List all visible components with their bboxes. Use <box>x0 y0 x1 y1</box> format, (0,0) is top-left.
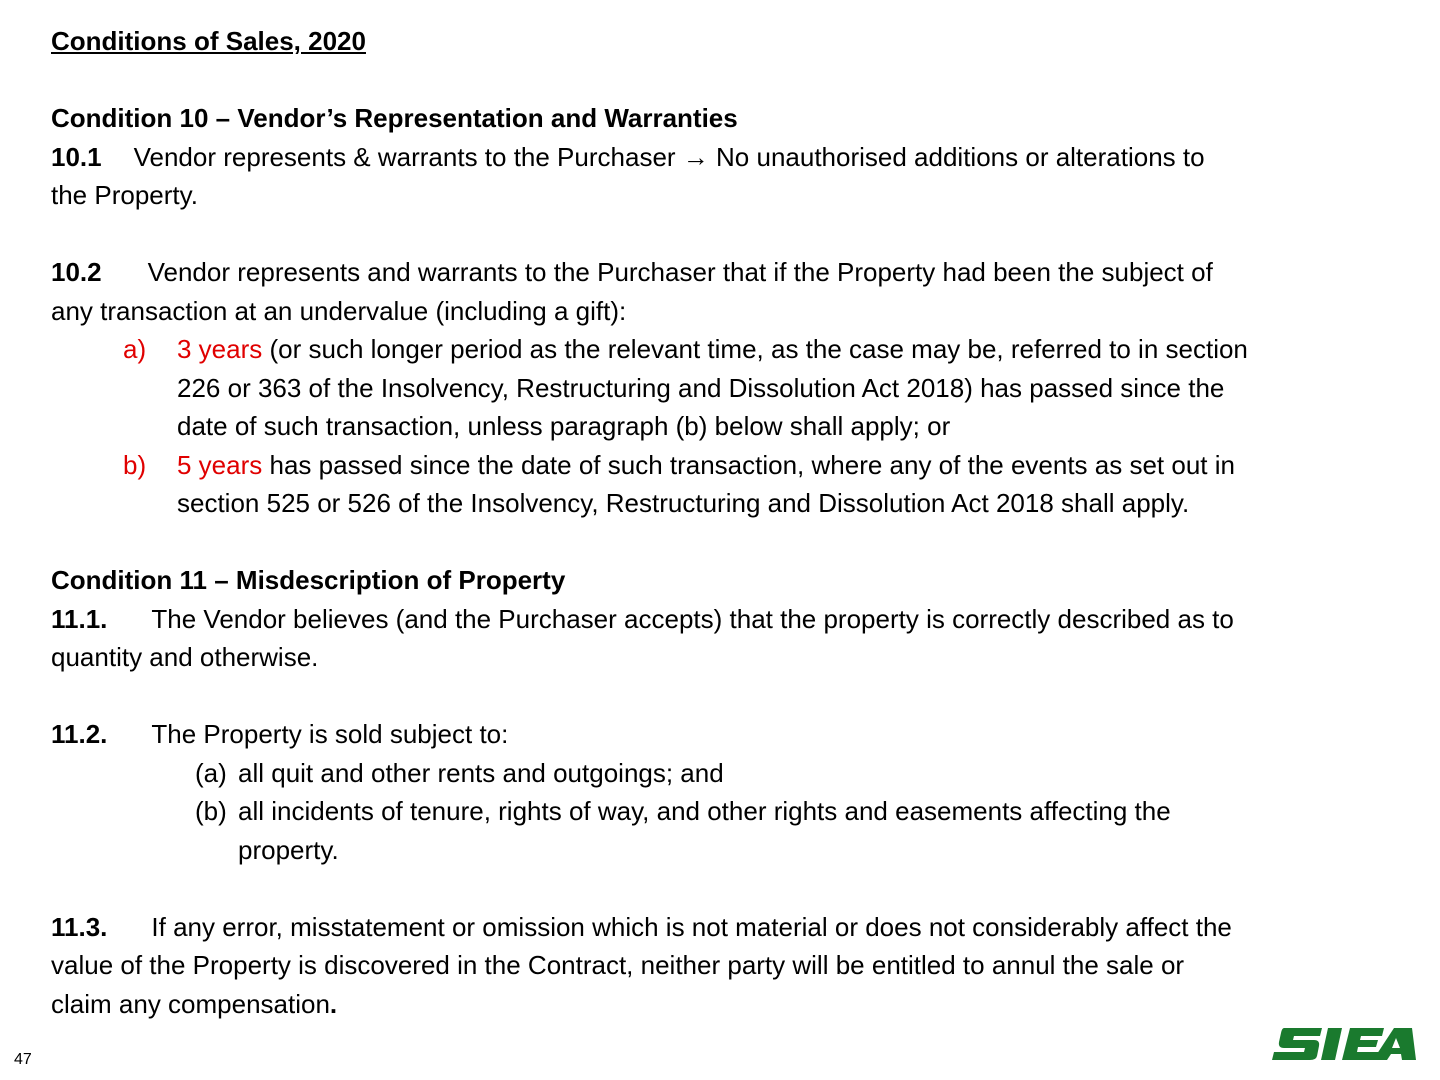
list-marker: (a) <box>195 757 227 788</box>
condition-11-heading: Condition 11 – Misdescription of Property <box>51 565 566 595</box>
document-title: Conditions of Sales, 2020 <box>51 26 366 56</box>
spacer <box>51 215 1401 254</box>
clause-text: No unauthorised additions or alterations to <box>716 141 1205 172</box>
clause-11-2-line-1 <box>51 715 1401 754</box>
highlight-period: 5 years <box>177 449 263 480</box>
spacer <box>51 677 1401 716</box>
list-item-line: property. <box>238 834 339 865</box>
condition-10-heading: Condition 10 – Vendor’s Representation and Warranties <box>51 103 738 133</box>
sub-list-item-b <box>51 792 1401 869</box>
clause-text: claim any compensation <box>51 988 330 1019</box>
sub-list-item-a <box>51 754 1401 793</box>
list-item-line <box>177 446 1401 485</box>
arrow-right-icon: → <box>682 141 709 172</box>
siea-logo-graphic <box>1270 1024 1420 1064</box>
list-item-line: section 525 or 526 of the Insolvency, Restructuring and Dissolution Act 2018 shall apply. <box>177 488 1190 518</box>
list-marker: a) <box>123 334 147 364</box>
clause-10-2-line-1 <box>51 253 1401 292</box>
clause-11-3-line-1 <box>51 908 1401 947</box>
list-item-line <box>177 330 1401 369</box>
list-marker: (b) <box>195 796 227 826</box>
clause-11-3-line-2: value of the Property is discovered in the Contract, neither party will be entitled to annul the sale or <box>51 950 1185 980</box>
clause-11-3-line-3 <box>51 985 1401 1024</box>
list-marker: b) <box>123 449 147 480</box>
list-text: (or such longer period as the relevant time, as the case may be, referred to in section <box>269 334 1248 364</box>
list-item-line: date of such transaction, unless paragraph (b) below shall apply; or <box>177 411 951 441</box>
clause-number: 11.3. <box>51 911 108 942</box>
page-number: 47 <box>14 1051 32 1068</box>
clause-number: 11.2. <box>51 719 108 749</box>
clause-period: . <box>329 988 338 1019</box>
clause-10-1-line-2: the Property. <box>51 180 198 210</box>
slide-content <box>51 22 1401 1023</box>
clause-11-1-line-1 <box>51 600 1401 639</box>
clause-text: Vendor represents and warrants to the Purchaser that if the Property had been the subject of <box>147 257 1213 287</box>
spacer <box>51 523 1401 562</box>
list-item-line: all quit and other rents and outgoings; and <box>238 757 724 788</box>
clause-10-2-line-2: any transaction at an undervalue (including a gift): <box>51 295 627 326</box>
list-item-b <box>51 446 1401 523</box>
list-item-a <box>51 330 1401 446</box>
list-text: has passed since the date of such transaction, where any of the events as set out in <box>269 449 1235 480</box>
spacer <box>51 61 1401 100</box>
clause-text: The Property is sold subject to: <box>151 719 509 749</box>
clause-number: 11.1. <box>51 603 108 634</box>
list-item-line: all incidents of tenure, rights of way, and other rights and easements affecting the <box>238 796 1171 826</box>
list-item-line: 226 or 363 of the Insolvency, Restructuring and Dissolution Act 2018) has passed since the <box>177 372 1225 403</box>
logo-letters <box>1272 1028 1416 1060</box>
clause-text: If any error, misstatement or omission which is not material or does not considerably affect the <box>151 911 1232 942</box>
highlight-period: 3 years <box>177 334 263 364</box>
clause-11-1-line-2: quantity and otherwise. <box>51 642 319 672</box>
spacer <box>51 869 1401 908</box>
clause-text: Vendor represents & warrants to the Purchaser <box>133 141 676 172</box>
clause-number: 10.1 <box>51 141 102 172</box>
clause-10-1-line-1 <box>51 138 1401 177</box>
clause-number: 10.2 <box>51 257 102 287</box>
siea-logo <box>1270 1024 1420 1064</box>
clause-text: The Vendor believes (and the Purchaser accepts) that the property is correctly described as to <box>151 603 1234 634</box>
